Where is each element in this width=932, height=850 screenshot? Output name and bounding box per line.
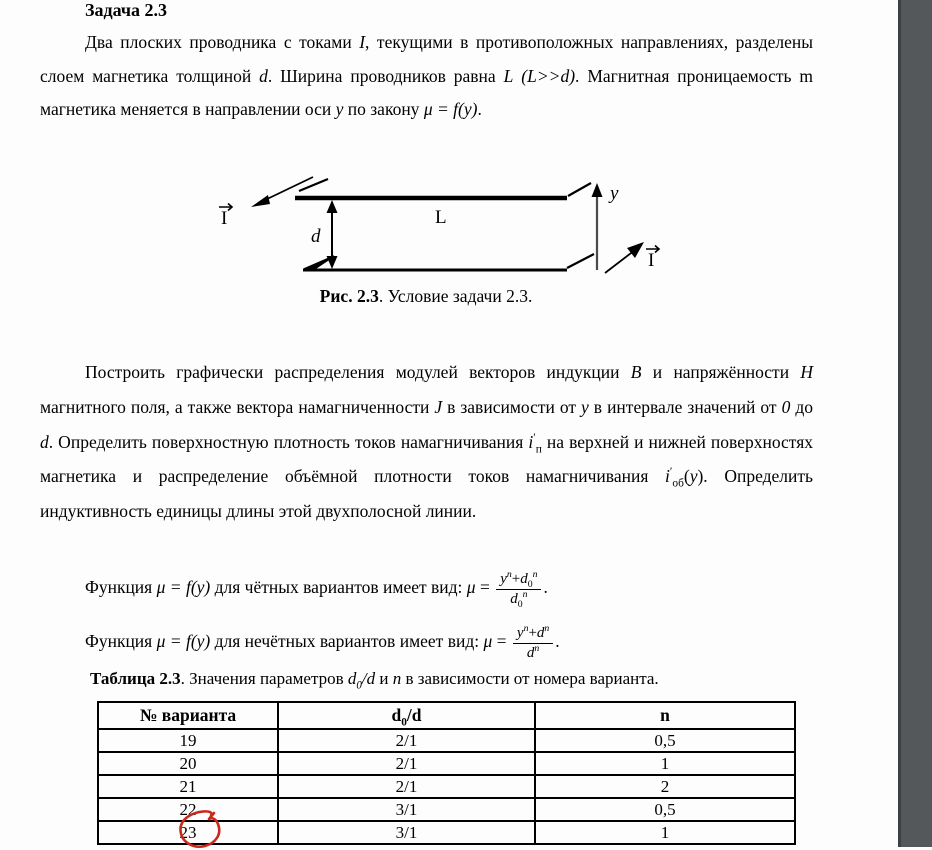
header-variant-number: № варианта	[98, 702, 278, 729]
header-d0-d: $d_0/d$	[278, 702, 535, 729]
y-axis-arrowhead	[592, 183, 603, 197]
table-cell: 3/1	[278, 821, 535, 844]
table-caption: Таблица 2.3. Значения параметров $d_0/d$ и n в зависимости от номера варианта.	[90, 669, 659, 692]
header-n: n	[535, 702, 795, 729]
table-cell: 2/1	[278, 729, 535, 752]
table-row	[98, 798, 795, 821]
table-body	[98, 729, 795, 844]
table-cell: 19	[98, 729, 278, 752]
task-paragraph: Построить графически распределения модулей векторов индукции B и напряжённости H магнитного поля, а также вектора намагниченности J в зависимости от y в интервале значений от 0 до d. Определить поверхностную плотность токов намагничивания $i'_п$ на верхней и нижней поверхностях магнетика и распределение объёмной плотности токов намагничивания $i'_{об}(y)$. Определить индуктивность единицы длины этой двухполосной линии.	[40, 362, 814, 522]
y-label: y	[610, 183, 619, 204]
table-cell: 20	[98, 752, 278, 775]
current-label-right: I	[648, 250, 655, 271]
table-cell: 0,5	[535, 798, 795, 821]
d-arrowhead-bottom	[327, 256, 338, 269]
viewer-scrollbar-track[interactable]	[898, 0, 932, 847]
table-header-row	[98, 702, 795, 729]
fraction: $\frac{y^n+d^n}{d^n}$	[513, 625, 553, 661]
table-cell: 1	[535, 752, 795, 775]
bottom-conductor-right-end	[567, 254, 594, 268]
table-cell: 1	[535, 821, 795, 844]
current-arrow-right	[605, 250, 635, 273]
current-arrowhead-left	[251, 195, 270, 207]
formula-even-content: Функция μ = f(y) для чётных вариантов имеет вид: μ = $\frac{y^n+d_0^n}{d_0^n}$ .	[85, 569, 548, 610]
table-cell: 3/1	[278, 798, 535, 821]
d-label: d	[311, 226, 321, 247]
table-cell: 2/1	[278, 752, 535, 775]
formula-even-variants	[40, 562, 840, 616]
formula-odd-content: Функция μ = f(y) для нечётных вариантов имеет вид: μ = $\frac{y^n+d^n}{d^n}$ .	[85, 623, 560, 661]
table-cell: 0,5	[535, 729, 795, 752]
table-cell: 2/1	[278, 775, 535, 798]
current-label-left: I	[221, 208, 228, 229]
problem-title: Задача 2.3	[85, 0, 168, 20]
problem-statement-paragraph: Два плоских проводника с токами I, текущими в противоположных направлениях, разделены слоем магнетика толщиной d. Ширина проводников равна L (L>>d). Магнитная проницаемость m магнетика меняется в направлении оси y по закону μ = f(y).	[40, 32, 813, 119]
top-conductor-right-end	[568, 183, 591, 196]
table-row	[98, 729, 795, 752]
variants-table	[97, 701, 796, 845]
figure-caption: Рис. 2.3. Условие задачи 2.3.	[319, 286, 533, 306]
fraction: $\frac{y^n+d_0^n}{d_0^n}$	[496, 571, 541, 607]
table-cell: 22	[98, 798, 278, 821]
d-arrowhead-top	[327, 200, 338, 213]
L-label: L	[435, 207, 447, 228]
figure-conductors-diagram	[185, 170, 685, 290]
table-row	[98, 775, 795, 798]
formula-odd-variants	[40, 618, 840, 668]
table-cell: 2	[535, 775, 795, 798]
table-row	[98, 752, 795, 775]
table-cell: 21	[98, 775, 278, 798]
table-row	[98, 821, 795, 844]
current-arrowhead-right	[627, 242, 644, 258]
table-cell: 23	[98, 821, 278, 844]
